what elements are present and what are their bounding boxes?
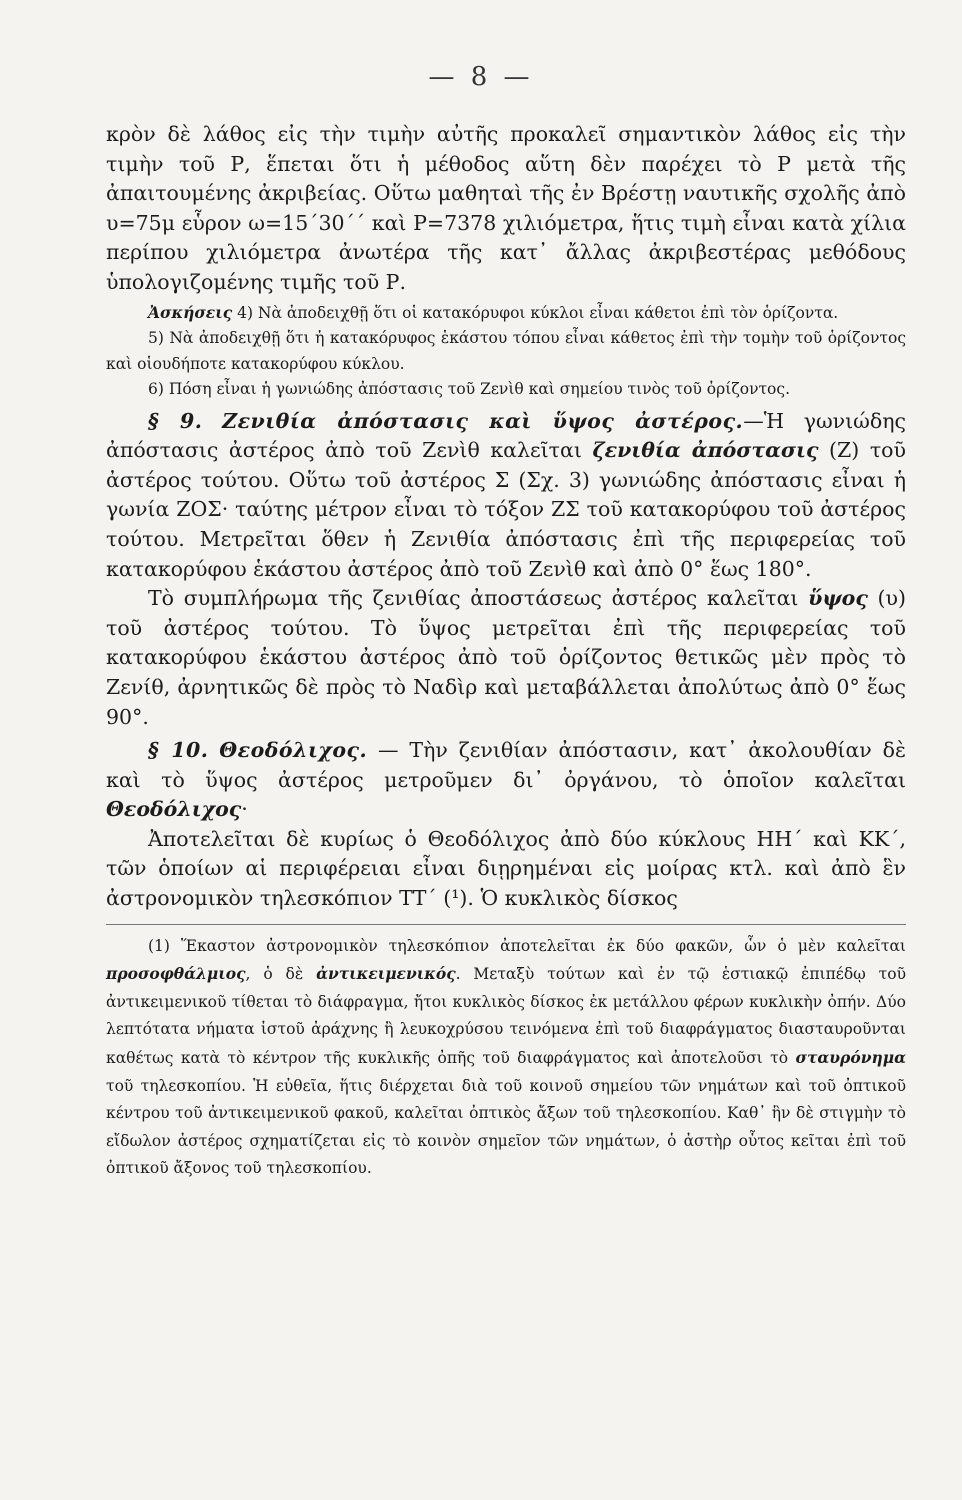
footnote-paragraph <box>106 933 906 1183</box>
section-10 <box>106 736 906 914</box>
section-9-text-d: (υ) τοῦ ἀστέρος τούτου. Τὸ ὕψος μετρεῖται ἐπὶ τῆς περιφερείας τοῦ κατακορύφου ἑκάστου ἀστέρος ἀπὸ τοῦ ὁρίζοντος θετικῶς μὲν πρὸς τὸ Ζενίθ, ἀρνητικῶς δὲ πρὸς τὸ Ναδὶρ καὶ μεταβάλλεται ἀπολύτως ἀπὸ 0° ἕως 90°. <box>106 586 906 729</box>
section-9-number: § 9. <box>148 408 203 433</box>
paragraph-continuation <box>106 120 906 298</box>
section-9 <box>106 407 906 733</box>
section-9-text-b: (Ζ) τοῦ ἀστέρος τούτου. Οὕτω τοῦ ἀστέρος Σ (Σχ. 3) γωνιώδης ἀπόστασις εἶναι ἡ γωνία ΖΟΣ· ταύτης μέτρον εἶναι τὸ τόξον ΖΣ τοῦ κατακορύφου τοῦ ἀστέρος τούτου. Μετρεῖται ὅθεν ἡ Ζενιθία ἀπόστασις ἐπὶ τῆς περιφερείας τοῦ κατακορύφου ἑκάστου ἀστέρος ἀπὸ τοῦ Ζενὶθ καὶ ἀπὸ 0° ἕως 180°. <box>106 438 906 581</box>
main-text-block <box>106 120 906 298</box>
exercises-block <box>106 300 906 403</box>
footnote-text-d: τοῦ τηλεσκοπίου. Ἡ εὐθεῖα, ἥτις διέρχεται διὰ τοῦ κοινοῦ σημείου τῶν νημάτων καὶ τοῦ ὀπτικοῦ κέντρου τοῦ ἀντικειμενικοῦ φακοῦ, καλεῖται ὀπτικὸς ἄξων τοῦ τηλεσκοπίου. Καθ᾿ ἣν δὲ στιγμὴν τὸ εἴδωλον ἀστέρος σχηματίζεται εἰς τὸ κοινὸν σημεῖον τῶν νημάτων, ὁ ἀστὴρ οὗτος κεῖται ἐπὶ τοῦ ὀπτικοῦ ἄξονος τοῦ τηλεσκοπίου. <box>106 1076 906 1178</box>
section-9-paragraph-1 <box>106 407 906 585</box>
term-altitude: ὕψος <box>808 586 868 611</box>
exercise-text: 4) Νὰ ἀποδειχθῇ ὅτι οἱ κατακόρυφοι κύκλοι εἶναι κάθετοι ἐπὶ τὸν ὁρίζοντα. <box>237 303 839 322</box>
footnote-text-a: (1) Ἕκαστον ἀστρονομικὸν τηλεσκόπιον ἀποτελεῖται ἐκ δύο φακῶν, ὧν ὁ μὲν καλεῖται <box>148 936 906 955</box>
footnote-text-b: , ὁ δὲ <box>245 965 304 984</box>
section-9-text-a: —Ἡ γωνιώδης ἀπόστασις ἀστέρος ἀπὸ τοῦ Ζενὶθ καλεῖται <box>106 408 906 463</box>
footnote <box>106 933 906 1183</box>
term-theodolite: Θεοδόλιχος <box>106 797 242 822</box>
sentence-brest-example: Οὕτω μαθηταὶ τῆς ἐν Βρέστῃ ναυτικῆς σχολῆς ἀπὸ υ=75μ εὗρον ω=15΄30΄΄ καὶ Ρ=7378 χιλιόμετρα, ἥτις τιμὴ εἶναι κατὰ χίλια περίπου χιλιόμετρα ἀνωτέρα τῆς κατ᾿ ἄλλας ἀκριβεστέρας μεθόδους ὑπολογιζομένης τιμῆς τοῦ Ρ. <box>106 181 906 294</box>
footnote-text-c: . Μεταξὺ τούτων καὶ ἐν τῷ ἑστιακῷ ἐπιπέδῳ τοῦ ἀντικειμενικοῦ τίθεται τὸ διάφραγμα, ἤτοι κυκλικὸς δίσκος ἐκ μετάλλου φέρων κυκλικὴν ὀπήν. Δύο λεπτότατα νήματα ἱστοῦ ἀράχνης ἢ λευκοχρύσου τεινόμενα ἐπὶ τοῦ διαφράγματος διασταυροῦνται καθέτως κατὰ τὸ κέντρον τῆς κυκλικῆς ὀπῆς τοῦ διαφράγματος καὶ ἀποτελοῦσι τὸ <box>106 965 906 1068</box>
section-10-title: Θεοδόλιχος. <box>219 738 368 763</box>
exercise-text: 6) Πόση εἶναι ἡ γωνιώδης ἀπόστασις τοῦ Ζενὶθ καὶ σημείου τινὸς τοῦ ὁρίζοντος. <box>148 380 791 399</box>
exercises-label: Ἀσκήσεις <box>148 302 233 322</box>
exercise-item <box>106 326 906 377</box>
section-9-title: Ζενιθία ἀπόστασις καὶ ὕψος ἀστέρος. <box>222 408 744 433</box>
term-eyepiece: προσοφθάλμιος <box>106 964 246 984</box>
term-objective: ἀντικειμενικός <box>316 964 456 984</box>
section-10-text-b: Ἀποτελεῖται δὲ κυρίως ὁ Θεοδόλιχος ἀπὸ δύο κύκλους ΗΗ΄ καὶ ΚΚ΄, τῶν ὁποίων αἱ περιφέρειαι εἶναι διῃρημέναι εἰς μοίρας κτλ. καὶ ἀπὸ ἓν ἀστρονομικὸν τηλεσκόπιον ΤΤ΄ (¹). Ὁ κυκλικὸς δίσκος <box>106 826 906 911</box>
section-10-number: § 10. <box>148 738 209 763</box>
section-9-paragraph-2 <box>106 584 906 732</box>
exercise-text: 5) Νὰ ἀποδειχθῇ ὅτι ἡ κατακόρυφος ἑκάστου τόπου εἶναι κάθετος ἐπὶ τὴν τομὴν τοῦ ὁρίζοντος καὶ οἱουδήποτε κατακορύφου κύκλου. <box>106 329 906 373</box>
term-crosshair: σταυρόνημα <box>795 1048 906 1068</box>
page-content <box>106 120 906 1183</box>
sentence-method-accuracy: κρὸν δὲ λάθος εἰς τὴν τιμὴν αὐτῆς προκαλεῖ σημαντικὸν λάθος εἰς τὴν τιμὴν τοῦ Ρ, ἕπεται ὅτι ἡ μέθοδος αὕτη δὲν παρέχει τὸ Ρ μετὰ τῆς ἀπαιτουμένης ἀκριβείας. <box>106 122 906 206</box>
section-10-text-a: — Τὴν ζενιθίαν ἀπόστασιν, κατ᾿ ἀκολουθίαν δὲ καὶ τὸ ὕψος ἀστέρος μετροῦμεν δι᾿ ὀργάνου, τὸ ὁποῖον καλεῖται <box>106 738 906 792</box>
section-9-text-c: Τὸ συμπλήρωμα τῆς ζενιθίας ἀποστάσεως ἀστέρος καλεῖται <box>148 586 799 611</box>
term-zenith-distance: ζενιθία ἀπόστασις <box>592 438 819 463</box>
footnote-divider <box>106 924 906 925</box>
section-10-paragraph-1 <box>106 736 906 825</box>
page-number: — 8 — <box>428 62 534 92</box>
section-10-paragraph-2 <box>106 825 906 914</box>
exercise-item <box>106 300 906 327</box>
section-10-text-end: · <box>241 797 248 822</box>
exercise-item <box>106 377 906 403</box>
